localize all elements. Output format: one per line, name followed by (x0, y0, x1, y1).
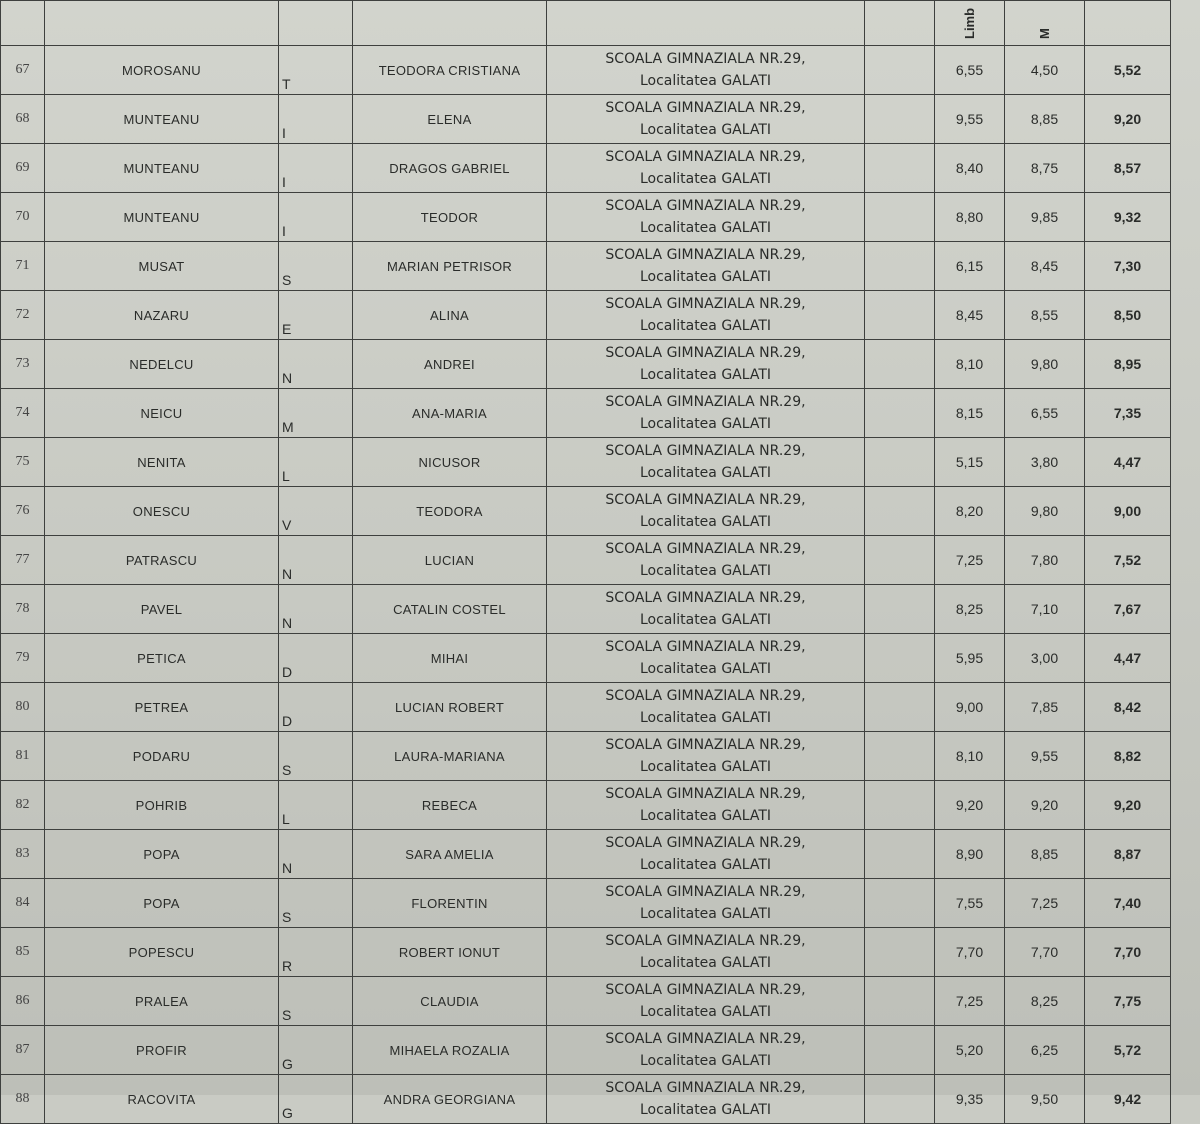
school-cell (547, 1075, 865, 1124)
blank-cell (865, 634, 935, 683)
school-locality-line: Localitatea GALATI (639, 465, 772, 481)
school-cell (547, 585, 865, 634)
grade-limba-cell: 5,95 (935, 634, 1005, 683)
father-initial-cell: S (279, 879, 353, 928)
father-initial-cell: M (279, 389, 353, 438)
school-cell (547, 438, 865, 487)
first-name-cell: ANDREI (353, 340, 547, 389)
row-number: 87 (1, 1026, 45, 1075)
first-name-cell: REBECA (353, 781, 547, 830)
surname-cell: PRALEA (45, 977, 279, 1026)
father-initial-cell: N (279, 830, 353, 879)
grade-limba-cell: 8,45 (935, 291, 1005, 340)
school-name-line: SCOALA GIMNAZIALA NR.29, (605, 149, 806, 165)
father-initial-cell: T (279, 46, 353, 95)
table-row (1, 193, 1171, 242)
row-number: 72 (1, 291, 45, 340)
school-cell (547, 95, 865, 144)
row-number: 82 (1, 781, 45, 830)
final-average-cell: 9,20 (1085, 781, 1171, 830)
father-initial-cell: I (279, 95, 353, 144)
row-number: 67 (1, 46, 45, 95)
father-initial-cell: L (279, 438, 353, 487)
row-number: 71 (1, 242, 45, 291)
grade-mate-cell: 7,80 (1005, 536, 1085, 585)
final-average-cell: 8,57 (1085, 144, 1171, 193)
grade-limba-cell: 9,00 (935, 683, 1005, 732)
table-row (1, 928, 1171, 977)
surname-cell: POPA (45, 830, 279, 879)
school-locality-line: Localitatea GALATI (639, 220, 772, 236)
school-name-line: SCOALA GIMNAZIALA NR.29, (605, 933, 806, 949)
grade-limba-cell: 8,10 (935, 732, 1005, 781)
grade-mate-cell: 7,10 (1005, 585, 1085, 634)
grade-mate-cell: 8,45 (1005, 242, 1085, 291)
row-number: 85 (1, 928, 45, 977)
surname-cell: MUNTEANU (45, 95, 279, 144)
first-name-cell: TEODORA (353, 487, 547, 536)
final-average-cell: 7,67 (1085, 585, 1171, 634)
school-cell (547, 46, 865, 95)
row-number: 88 (1, 1075, 45, 1124)
blank-cell (865, 1026, 935, 1075)
surname-cell: MUNTEANU (45, 144, 279, 193)
table-row (1, 242, 1171, 291)
school-cell (547, 1026, 865, 1075)
father-initial-cell: N (279, 340, 353, 389)
school-cell (547, 242, 865, 291)
grade-mate-cell: 7,25 (1005, 879, 1085, 928)
row-number: 79 (1, 634, 45, 683)
first-name-cell: ANDRA GEORGIANA (353, 1075, 547, 1124)
school-locality-line: Localitatea GALATI (639, 367, 772, 383)
school-locality-line: Localitatea GALATI (639, 857, 772, 873)
school-cell (547, 879, 865, 928)
surname-cell: NAZARU (45, 291, 279, 340)
school-name-line: SCOALA GIMNAZIALA NR.29, (605, 443, 806, 459)
father-initial-cell: N (279, 536, 353, 585)
surname-cell: MOROSANU (45, 46, 279, 95)
surname-cell: PATRASCU (45, 536, 279, 585)
row-number: 75 (1, 438, 45, 487)
final-average-cell: 8,82 (1085, 732, 1171, 781)
surname-cell: POPESCU (45, 928, 279, 977)
table-row (1, 1075, 1171, 1124)
school-locality-line: Localitatea GALATI (639, 1004, 772, 1020)
row-number: 77 (1, 536, 45, 585)
blank-cell (865, 487, 935, 536)
final-average-cell: 7,35 (1085, 389, 1171, 438)
blank-cell (865, 242, 935, 291)
school-cell (547, 536, 865, 585)
school-locality-line: Localitatea GALATI (639, 318, 772, 334)
surname-cell: NEICU (45, 389, 279, 438)
table-row (1, 340, 1171, 389)
header-cell-first-name (353, 1, 547, 46)
first-name-cell: LAURA-MARIANA (353, 732, 547, 781)
school-cell (547, 634, 865, 683)
table-row (1, 830, 1171, 879)
first-name-cell: FLORENTIN (353, 879, 547, 928)
father-initial-cell: G (279, 1075, 353, 1124)
row-number: 68 (1, 95, 45, 144)
school-locality-line: Localitatea GALATI (639, 73, 772, 89)
father-initial-cell: S (279, 977, 353, 1026)
blank-cell (865, 585, 935, 634)
header-cell-limba (935, 1, 1005, 46)
school-locality-line: Localitatea GALATI (639, 612, 772, 628)
school-name-line: SCOALA GIMNAZIALA NR.29, (605, 786, 806, 802)
first-name-cell: SARA AMELIA (353, 830, 547, 879)
final-average-cell: 7,40 (1085, 879, 1171, 928)
row-number: 84 (1, 879, 45, 928)
first-name-cell: MARIAN PETRISOR (353, 242, 547, 291)
first-name-cell: LUCIAN (353, 536, 547, 585)
first-name-cell: LUCIAN ROBERT (353, 683, 547, 732)
first-name-cell: ALINA (353, 291, 547, 340)
school-locality-line: Localitatea GALATI (639, 269, 772, 285)
final-average-cell: 4,47 (1085, 438, 1171, 487)
header-cell-blank (865, 1, 935, 46)
table-row (1, 487, 1171, 536)
school-locality-line: Localitatea GALATI (639, 1053, 772, 1069)
father-initial-cell: D (279, 634, 353, 683)
blank-cell (865, 340, 935, 389)
blank-cell (865, 683, 935, 732)
table-row (1, 95, 1171, 144)
table-row (1, 634, 1171, 683)
table-body (1, 1, 1171, 1124)
final-average-cell: 5,72 (1085, 1026, 1171, 1075)
grade-mate-cell: 3,00 (1005, 634, 1085, 683)
father-initial-cell: V (279, 487, 353, 536)
grade-mate-cell: 6,55 (1005, 389, 1085, 438)
grade-mate-cell: 9,80 (1005, 487, 1085, 536)
school-cell (547, 487, 865, 536)
grade-limba-cell: 7,25 (935, 536, 1005, 585)
header-cell-school (547, 1, 865, 46)
row-number: 83 (1, 830, 45, 879)
school-cell (547, 683, 865, 732)
grade-limba-cell: 8,80 (935, 193, 1005, 242)
surname-cell: ONESCU (45, 487, 279, 536)
final-average-cell: 8,95 (1085, 340, 1171, 389)
grade-mate-cell: 9,80 (1005, 340, 1085, 389)
school-name-line: SCOALA GIMNAZIALA NR.29, (605, 982, 806, 998)
table-row (1, 438, 1171, 487)
school-name-line: SCOALA GIMNAZIALA NR.29, (605, 541, 806, 557)
grade-limba-cell: 9,20 (935, 781, 1005, 830)
school-locality-line: Localitatea GALATI (639, 171, 772, 187)
final-average-cell: 9,20 (1085, 95, 1171, 144)
table-row (1, 585, 1171, 634)
blank-cell (865, 879, 935, 928)
surname-cell: PODARU (45, 732, 279, 781)
table-row (1, 389, 1171, 438)
surname-cell: PETREA (45, 683, 279, 732)
surname-cell: POPA (45, 879, 279, 928)
grade-mate-cell: 6,25 (1005, 1026, 1085, 1075)
school-cell (547, 193, 865, 242)
surname-cell: PAVEL (45, 585, 279, 634)
grade-mate-cell: 9,20 (1005, 781, 1085, 830)
final-average-cell: 8,50 (1085, 291, 1171, 340)
blank-cell (865, 46, 935, 95)
school-cell (547, 291, 865, 340)
blank-cell (865, 1075, 935, 1124)
surname-cell: MUSAT (45, 242, 279, 291)
header-cell-nr (1, 1, 45, 46)
final-average-cell: 8,42 (1085, 683, 1171, 732)
grade-mate-cell: 9,55 (1005, 732, 1085, 781)
header-cell-final (1085, 1, 1171, 46)
school-name-line: SCOALA GIMNAZIALA NR.29, (605, 639, 806, 655)
school-name-line: SCOALA GIMNAZIALA NR.29, (605, 1031, 806, 1047)
father-initial-cell: S (279, 732, 353, 781)
final-average-cell: 9,32 (1085, 193, 1171, 242)
father-initial-cell: N (279, 585, 353, 634)
row-number: 69 (1, 144, 45, 193)
final-average-cell: 8,87 (1085, 830, 1171, 879)
table-row (1, 781, 1171, 830)
school-locality-line: Localitatea GALATI (639, 955, 772, 971)
blank-cell (865, 144, 935, 193)
final-average-cell: 9,00 (1085, 487, 1171, 536)
first-name-cell: MIHAELA ROZALIA (353, 1026, 547, 1075)
grade-limba-cell: 8,40 (935, 144, 1005, 193)
header-limba-label: Limb (962, 7, 977, 39)
grade-mate-cell: 8,85 (1005, 830, 1085, 879)
table-row (1, 46, 1171, 95)
first-name-cell: TEODOR (353, 193, 547, 242)
header-cell-initial (279, 1, 353, 46)
grade-limba-cell: 5,20 (935, 1026, 1005, 1075)
grade-limba-cell: 9,35 (935, 1075, 1005, 1124)
grade-mate-cell: 8,25 (1005, 977, 1085, 1026)
row-number: 81 (1, 732, 45, 781)
school-cell (547, 830, 865, 879)
first-name-cell: MIHAI (353, 634, 547, 683)
school-locality-line: Localitatea GALATI (639, 563, 772, 579)
grade-mate-cell: 8,55 (1005, 291, 1085, 340)
blank-cell (865, 928, 935, 977)
school-name-line: SCOALA GIMNAZIALA NR.29, (605, 737, 806, 753)
school-name-line: SCOALA GIMNAZIALA NR.29, (605, 51, 806, 67)
grade-limba-cell: 8,15 (935, 389, 1005, 438)
first-name-cell: ELENA (353, 95, 547, 144)
table-header-row (1, 1, 1171, 46)
grade-mate-cell: 4,50 (1005, 46, 1085, 95)
final-average-cell: 9,42 (1085, 1075, 1171, 1124)
row-number: 74 (1, 389, 45, 438)
father-initial-cell: D (279, 683, 353, 732)
final-average-cell: 5,52 (1085, 46, 1171, 95)
school-name-line: SCOALA GIMNAZIALA NR.29, (605, 884, 806, 900)
blank-cell (865, 732, 935, 781)
school-name-line: SCOALA GIMNAZIALA NR.29, (605, 247, 806, 263)
grade-limba-cell: 7,25 (935, 977, 1005, 1026)
school-cell (547, 732, 865, 781)
school-name-line: SCOALA GIMNAZIALA NR.29, (605, 590, 806, 606)
grade-limba-cell: 7,70 (935, 928, 1005, 977)
school-locality-line: Localitatea GALATI (639, 416, 772, 432)
father-initial-cell: R (279, 928, 353, 977)
grade-mate-cell: 8,85 (1005, 95, 1085, 144)
table-row (1, 879, 1171, 928)
final-average-cell: 7,75 (1085, 977, 1171, 1026)
header-cell-mate (1005, 1, 1085, 46)
surname-cell: PETICA (45, 634, 279, 683)
father-initial-cell: L (279, 781, 353, 830)
school-cell (547, 389, 865, 438)
grade-limba-cell: 7,55 (935, 879, 1005, 928)
surname-cell: MUNTEANU (45, 193, 279, 242)
school-cell (547, 977, 865, 1026)
table-row (1, 977, 1171, 1026)
grade-mate-cell: 7,85 (1005, 683, 1085, 732)
grade-mate-cell: 9,85 (1005, 193, 1085, 242)
school-locality-line: Localitatea GALATI (639, 1102, 772, 1118)
school-locality-line: Localitatea GALATI (639, 661, 772, 677)
father-initial-cell: E (279, 291, 353, 340)
school-locality-line: Localitatea GALATI (639, 514, 772, 530)
row-number: 80 (1, 683, 45, 732)
school-locality-line: Localitatea GALATI (639, 759, 772, 775)
grade-limba-cell: 5,15 (935, 438, 1005, 487)
blank-cell (865, 389, 935, 438)
final-average-cell: 7,70 (1085, 928, 1171, 977)
school-name-line: SCOALA GIMNAZIALA NR.29, (605, 394, 806, 410)
header-cell-surname (45, 1, 279, 46)
school-name-line: SCOALA GIMNAZIALA NR.29, (605, 835, 806, 851)
school-name-line: SCOALA GIMNAZIALA NR.29, (605, 198, 806, 214)
table-row (1, 144, 1171, 193)
school-name-line: SCOALA GIMNAZIALA NR.29, (605, 688, 806, 704)
table-row (1, 683, 1171, 732)
grade-limba-cell: 9,55 (935, 95, 1005, 144)
school-name-line: SCOALA GIMNAZIALA NR.29, (605, 1080, 806, 1096)
school-locality-line: Localitatea GALATI (639, 710, 772, 726)
blank-cell (865, 193, 935, 242)
school-locality-line: Localitatea GALATI (639, 906, 772, 922)
final-average-cell: 7,30 (1085, 242, 1171, 291)
first-name-cell: TEODORA CRISTIANA (353, 46, 547, 95)
grade-mate-cell: 9,50 (1005, 1075, 1085, 1124)
first-name-cell: ROBERT IONUT (353, 928, 547, 977)
final-average-cell: 7,52 (1085, 536, 1171, 585)
blank-cell (865, 438, 935, 487)
surname-cell: NENITA (45, 438, 279, 487)
first-name-cell: ANA-MARIA (353, 389, 547, 438)
grade-limba-cell: 8,90 (935, 830, 1005, 879)
grade-limba-cell: 6,55 (935, 46, 1005, 95)
father-initial-cell: I (279, 144, 353, 193)
school-locality-line: Localitatea GALATI (639, 122, 772, 138)
grade-mate-cell: 3,80 (1005, 438, 1085, 487)
table-row (1, 291, 1171, 340)
row-number: 78 (1, 585, 45, 634)
grade-limba-cell: 8,10 (935, 340, 1005, 389)
school-name-line: SCOALA GIMNAZIALA NR.29, (605, 345, 806, 361)
blank-cell (865, 95, 935, 144)
first-name-cell: CLAUDIA (353, 977, 547, 1026)
surname-cell: NEDELCU (45, 340, 279, 389)
school-cell (547, 928, 865, 977)
grade-mate-cell: 7,70 (1005, 928, 1085, 977)
grade-limba-cell: 8,20 (935, 487, 1005, 536)
blank-cell (865, 291, 935, 340)
first-name-cell: DRAGOS GABRIEL (353, 144, 547, 193)
table-row (1, 1026, 1171, 1075)
surname-cell: PROFIR (45, 1026, 279, 1075)
grade-mate-cell: 8,75 (1005, 144, 1085, 193)
father-initial-cell: I (279, 193, 353, 242)
blank-cell (865, 830, 935, 879)
school-locality-line: Localitatea GALATI (639, 808, 772, 824)
school-cell (547, 144, 865, 193)
school-name-line: SCOALA GIMNAZIALA NR.29, (605, 100, 806, 116)
first-name-cell: NICUSOR (353, 438, 547, 487)
grade-limba-cell: 6,15 (935, 242, 1005, 291)
final-average-cell: 4,47 (1085, 634, 1171, 683)
blank-cell (865, 977, 935, 1026)
row-number: 86 (1, 977, 45, 1026)
surname-cell: POHRIB (45, 781, 279, 830)
school-name-line: SCOALA GIMNAZIALA NR.29, (605, 492, 806, 508)
surname-cell: RACOVITA (45, 1075, 279, 1124)
table-row (1, 536, 1171, 585)
row-number: 76 (1, 487, 45, 536)
grade-limba-cell: 8,25 (935, 585, 1005, 634)
first-name-cell: CATALIN COSTEL (353, 585, 547, 634)
row-number: 70 (1, 193, 45, 242)
table-row (1, 732, 1171, 781)
school-cell (547, 781, 865, 830)
blank-cell (865, 781, 935, 830)
father-initial-cell: G (279, 1026, 353, 1075)
header-mate-label: M (1037, 28, 1052, 39)
school-name-line: SCOALA GIMNAZIALA NR.29, (605, 296, 806, 312)
school-cell (547, 340, 865, 389)
blank-cell (865, 536, 935, 585)
father-initial-cell: S (279, 242, 353, 291)
row-number: 73 (1, 340, 45, 389)
